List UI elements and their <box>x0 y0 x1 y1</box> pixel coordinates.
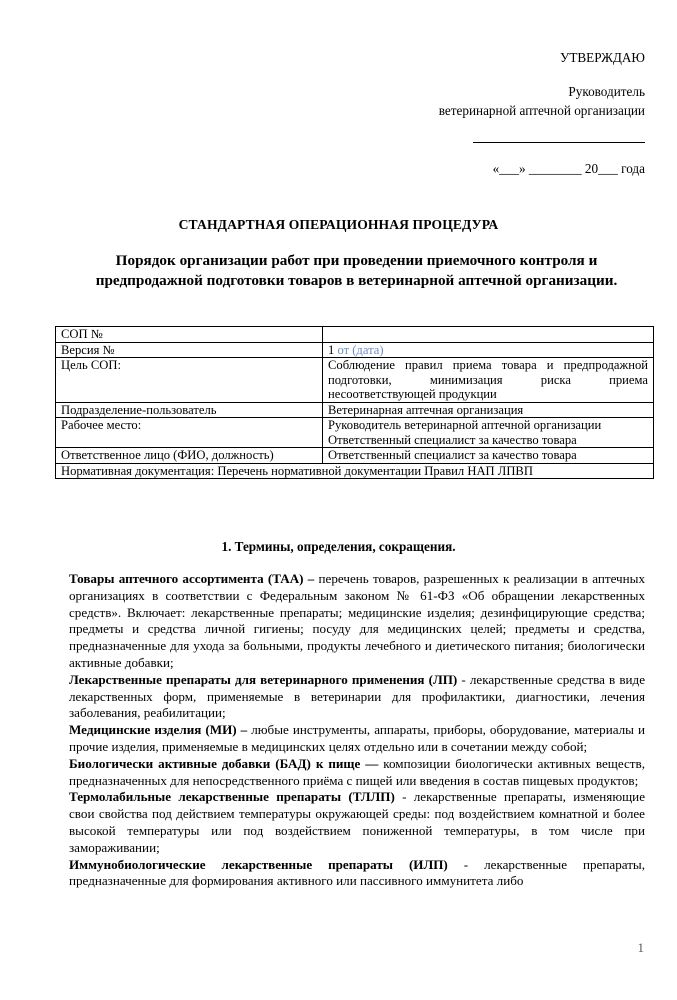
list-item <box>69 789 645 856</box>
table-row <box>56 327 654 343</box>
table-footer-cell: Нормативная документация: Перечень нормативной документации Правил НАП ЛПВП <box>56 463 654 479</box>
table-row <box>56 418 654 448</box>
list-item <box>69 857 645 891</box>
term-name: Лекарственные препараты для ветеринарного применения (ЛП) <box>69 671 458 687</box>
term-definition: - лекарственные препараты, изменяющие свои свойства под действием температуры окружающей среды: под воздействием комнатной и более высокой температуры или под воздействием пониженной температуры, в том числе при замораживании; <box>69 789 646 855</box>
table-cell-value: Ветеринарная аптечная организация <box>323 402 654 418</box>
table-cell-value <box>323 342 654 358</box>
page-number: 1 <box>637 940 644 955</box>
table-row <box>56 448 654 464</box>
workplace-line2: Ответственный специалист за качество товара <box>328 432 577 447</box>
table-row <box>56 342 654 358</box>
table-cell-label: Цель СОП: <box>56 358 323 403</box>
term-definition: - лекарственные препараты, предназначенные для формирования активного или пассивного иммунитета либо <box>69 856 646 889</box>
table-cell-value <box>323 327 654 343</box>
term-name: Товары аптечного ассортимента (ТАА) – <box>69 571 315 586</box>
table-row <box>56 463 654 479</box>
sop-meta-table <box>55 326 654 479</box>
table-cell-label: Версия № <box>56 342 323 358</box>
signature-line <box>473 142 645 143</box>
term-name: Иммунобиологические лекарственные препараты (ИЛП) <box>69 856 448 872</box>
table-row <box>56 402 654 418</box>
term-definition: композиции биологически активных веществ, предназначенных для непосредственного приёма с пищей или введения в состав пищевых продуктов; <box>69 755 645 788</box>
term-definition: - лекарственные средства в виде лекарственных форм, применяемые в ветеринарии для профилактики, диагностики, лечения заболевания, реабилитации; <box>69 671 646 721</box>
approval-role-line2: ветеринарной аптечной организации <box>438 103 645 118</box>
table-cell-value <box>323 418 654 448</box>
section-heading: 1. Термины, определения, сокращения. <box>221 539 456 554</box>
approval-heading: УТВЕРЖДАЮ <box>559 50 645 65</box>
terms-list <box>69 571 645 890</box>
document-subtitle: Порядок организации работ при проведении приемочного контроля и предпродажной подготовки товаров в ветеринарной аптечной организации. <box>95 252 618 289</box>
approval-date: «___» ________ 20___ года <box>492 161 645 176</box>
term-definition: любые инструменты, аппараты, приборы, оборудование, материалы и прочие изделия, применяемые в медицинских целях отдельно или в сочетании между собой; <box>69 722 645 754</box>
table-cell-label: Подразделение-пользователь <box>56 402 323 418</box>
table-row <box>56 358 654 403</box>
list-item <box>69 672 645 722</box>
list-item <box>69 756 645 790</box>
version-date-link[interactable]: от (дата) <box>337 342 384 357</box>
term-definition: перечень товаров, разрешенных к реализации в аптечных организациях в соответствии с Федеральным законом № 61-ФЗ «Об обращении лекарственных средств». Включает: лекарственные препараты; медицинские изделия; дезинфицирующие средства; предметы и средства личной гигиены; посуду для медицинских целей; предметы и средства, предназначенные для ухода за больными, продукты лечебного и диетического питания; биологически активные добавки; <box>69 571 645 670</box>
term-name: Биологически активные добавки (БАД) к пище — <box>69 755 379 771</box>
list-item <box>69 571 645 672</box>
approval-block <box>385 48 645 178</box>
approval-role-line1: Руководитель <box>568 84 645 99</box>
table-cell-value: Ответственный специалист за качество товара <box>323 448 654 464</box>
term-name: Термолабильные лекарственные препараты (ТЛЛП) <box>69 789 395 805</box>
table-cell-label: СОП № <box>56 327 323 343</box>
document-title: СТАНДАРТНАЯ ОПЕРАЦИОННАЯ ПРОЦЕДУРА <box>178 217 499 232</box>
term-name: Медицинские изделия (МИ) – <box>69 722 248 738</box>
table-cell-label: Рабочее место: <box>56 418 323 448</box>
table-cell-value: Соблюдение правил приема товара и предпродажной подготовки, минимизация риска приема несоответствующей продукции <box>323 358 654 403</box>
table-cell-label: Ответственное лицо (ФИО, должность) <box>56 448 323 464</box>
version-number: 1 <box>328 342 335 357</box>
list-item <box>69 722 645 756</box>
workplace-line1: Руководитель ветеринарной аптечной организации <box>328 418 602 432</box>
